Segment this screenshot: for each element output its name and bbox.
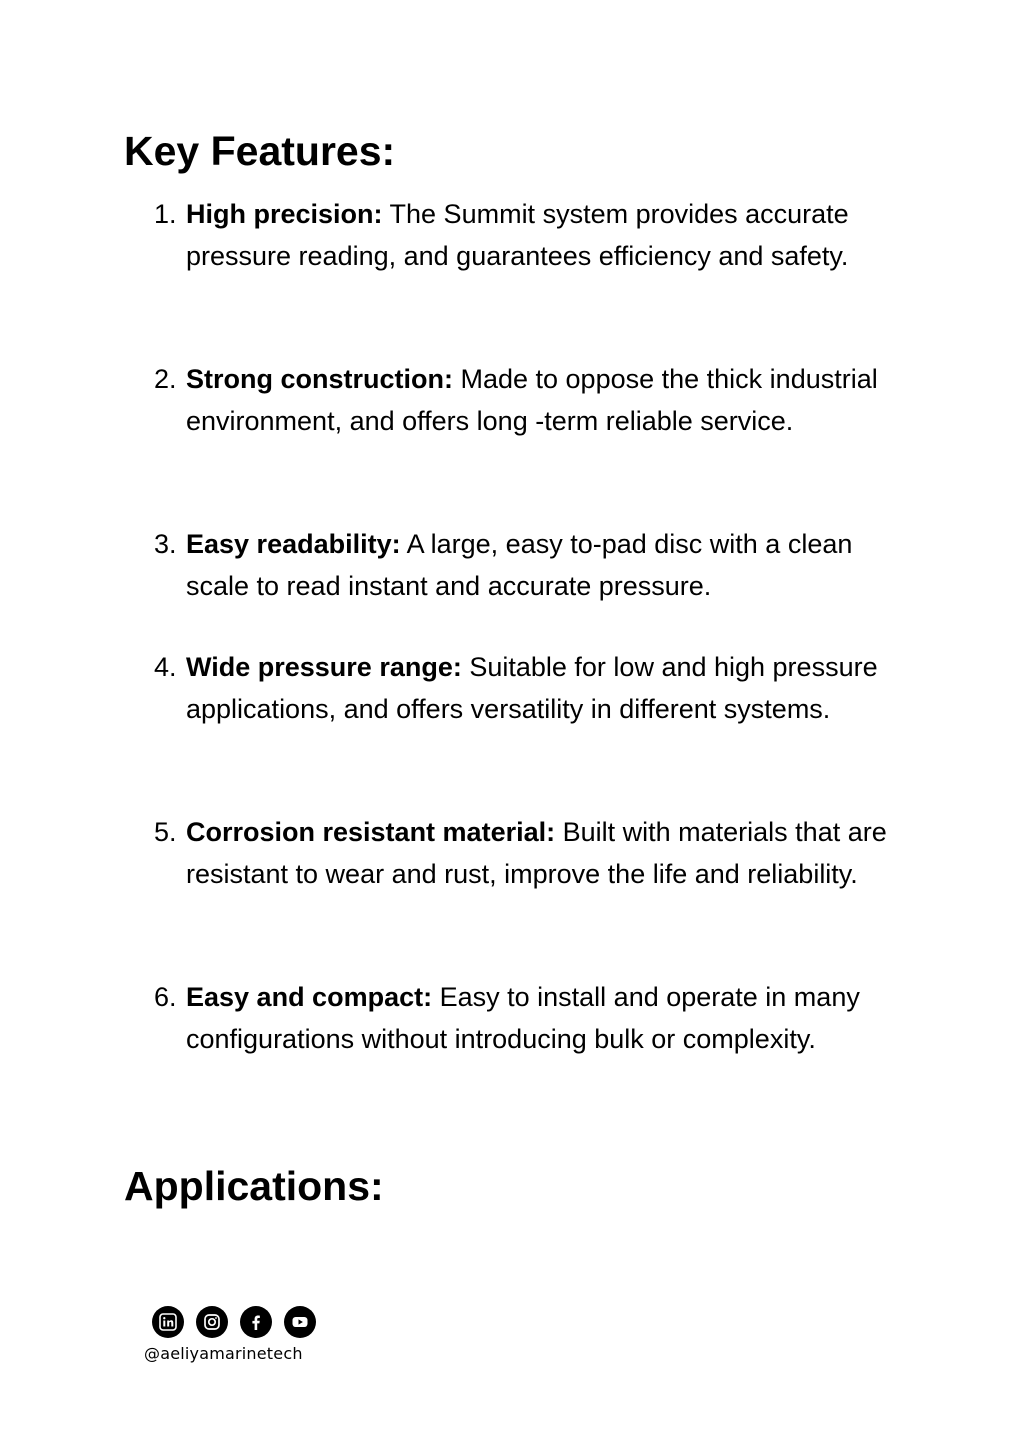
key-features-heading: Key Features: <box>124 128 396 174</box>
feature-number: 3. <box>154 529 177 559</box>
feature-number: 1. <box>154 199 177 229</box>
feature-text: Suitable for low and high pressure applications, and offers versatility in different systems. <box>186 652 878 724</box>
feature-body <box>186 812 914 895</box>
feature-number: 5. <box>154 817 177 847</box>
linkedin-icon[interactable] <box>152 1306 184 1338</box>
feature-body <box>186 977 914 1060</box>
feature-body <box>186 359 914 442</box>
feature-label: Wide pressure range: <box>186 652 462 682</box>
feature-text: Made to oppose the thick industrial environment, and offers long -term reliable service. <box>186 364 878 436</box>
feature-text: Easy to install and operate in many configurations without introducing bulk or complexity. <box>186 982 860 1054</box>
feature-text: Built with materials that are resistant to wear and rust, improve the life and reliability. <box>186 817 887 889</box>
social-handle: @aeliyamarinetech <box>144 1344 303 1363</box>
feature-body <box>186 647 914 730</box>
feature-number: 4. <box>154 652 177 682</box>
applications-heading: Applications: <box>124 1163 384 1209</box>
feature-number: 2. <box>154 364 177 394</box>
feature-body <box>186 194 914 277</box>
facebook-icon[interactable] <box>240 1306 272 1338</box>
feature-label: High precision: <box>186 199 383 229</box>
feature-label: Corrosion resistant material: <box>186 817 556 847</box>
youtube-icon[interactable] <box>284 1306 316 1338</box>
feature-text: A large, easy to-pad disc with a clean scale to read instant and accurate pressure. <box>186 529 853 601</box>
feature-text: The Summit system provides accurate pressure reading, and guarantees efficiency and safety. <box>186 199 849 271</box>
feature-label: Easy and compact: <box>186 982 433 1012</box>
feature-number: 6. <box>154 982 177 1012</box>
feature-label: Strong construction: <box>186 364 453 394</box>
social-links <box>152 1306 316 1338</box>
instagram-icon[interactable] <box>196 1306 228 1338</box>
feature-body <box>186 524 914 607</box>
feature-label: Easy readability: <box>186 529 401 559</box>
